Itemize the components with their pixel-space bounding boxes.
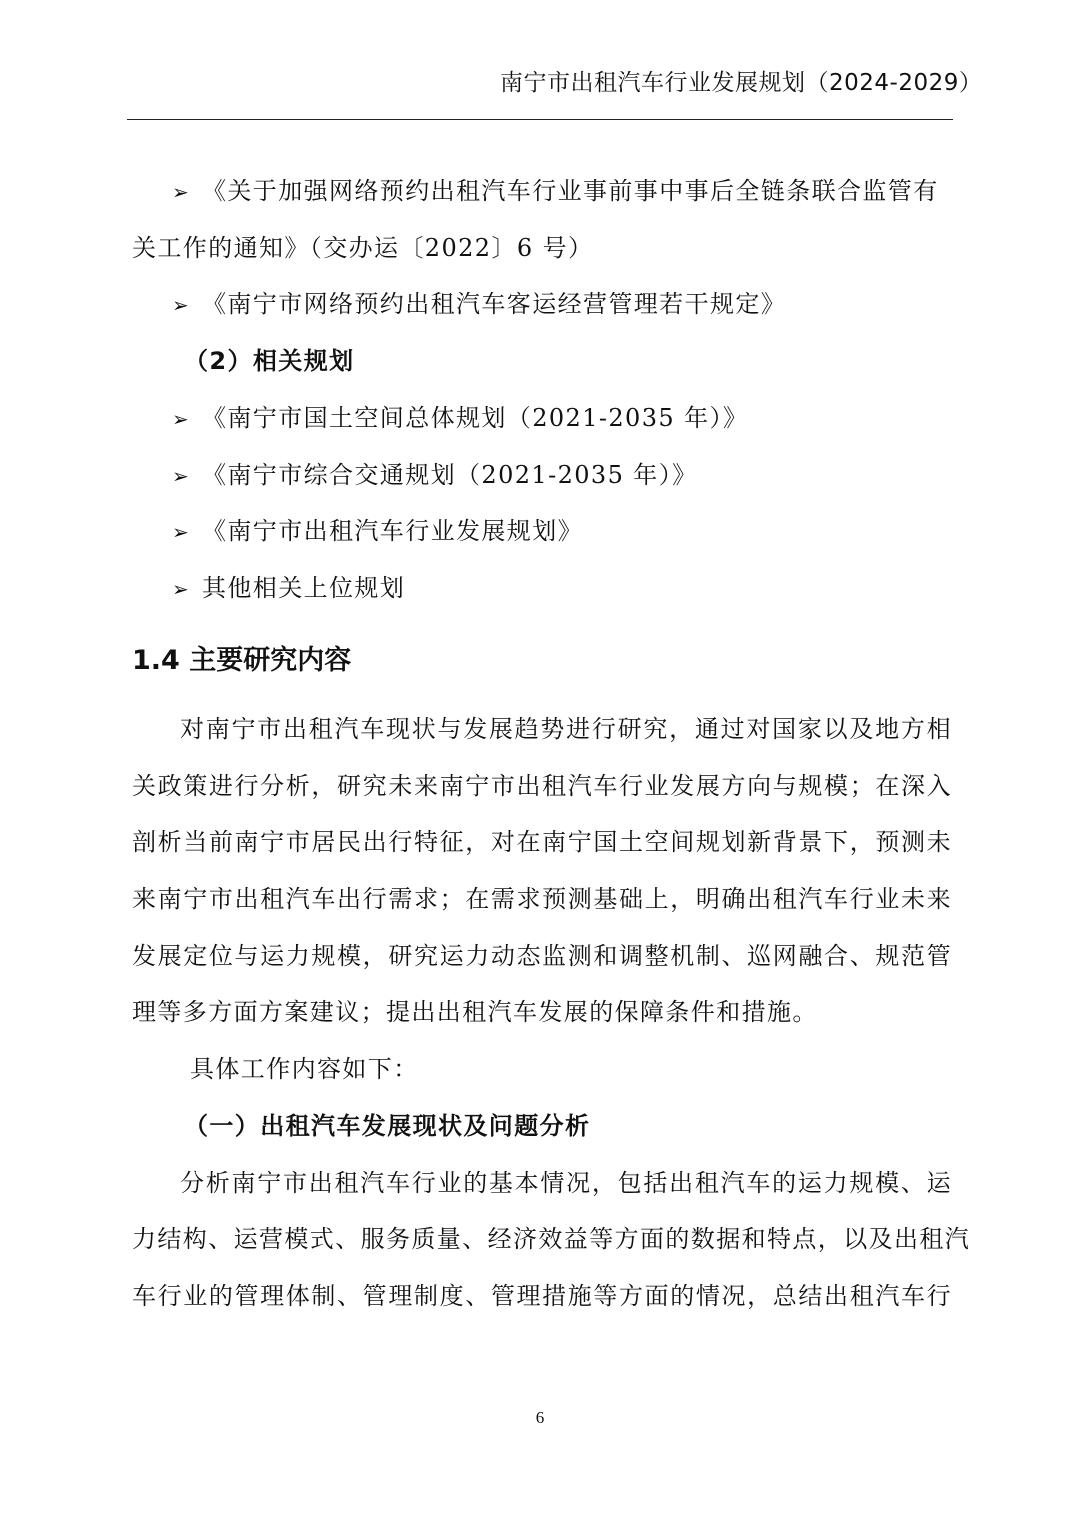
- arrow-bullet-icon: ➢: [172, 577, 191, 601]
- list-item: [172, 459, 952, 492]
- paragraph-line: 具体工作内容如下：: [190, 1055, 419, 1083]
- list-item-text: 《关于加强网络预约出租汽车行业事前事中事后全链条联合监管有: [202, 177, 939, 205]
- paragraph-line: 关政策进行分析，研究未来南宁市出租汽车行业发展方向与规模；在深入: [132, 772, 952, 800]
- arrow-bullet-icon: ➢: [172, 293, 191, 317]
- paragraph-line: 发展定位与运力规模，研究运力动态监测和调整机制、巡网融合、规范管: [132, 942, 952, 970]
- paragraph-line: 力结构、运营模式、服务质量、经济效益等方面的数据和特点，以及出租汽: [132, 1225, 971, 1253]
- paragraph-line: 对南宁市出租汽车现状与发展趋势进行研究，通过对国家以及地方相: [180, 715, 952, 743]
- subheading-status-analysis: （一）出租汽车发展现状及问题分析: [184, 1112, 591, 1140]
- paragraph-line: 来南宁市出租汽车出行需求；在需求预测基础上，明确出租汽车行业未来: [132, 885, 952, 913]
- list-item-text: 其他相关上位规划: [202, 574, 406, 602]
- arrow-bullet-icon: ➢: [172, 407, 191, 431]
- arrow-bullet-icon: ➢: [172, 464, 191, 488]
- list-item: [172, 175, 952, 208]
- list-item-continuation: 关工作的通知》（交办运〔2022〕6 号）: [132, 234, 594, 262]
- section-heading: 1.4 主要研究内容: [132, 645, 352, 676]
- running-header: 南宁市出租汽车行业发展规划（2024-2029）: [500, 70, 983, 96]
- subheading-related-plans: （2）相关规划: [184, 347, 355, 375]
- paragraph-line: 剖析当前南宁市居民出行特征，对在南宁国土空间规划新背景下，预测未: [132, 828, 952, 856]
- arrow-bullet-icon: ➢: [172, 520, 191, 544]
- list-item-text: 《南宁市网络预约出租汽车客运经营管理若干规定》: [202, 290, 787, 318]
- header-rule: [127, 119, 953, 120]
- arrow-bullet-icon: ➢: [172, 180, 191, 204]
- paragraph-line: 车行业的管理体制、管理制度、管理措施等方面的情况，总结出租汽车行: [132, 1282, 952, 1310]
- list-item: [172, 515, 952, 548]
- list-item: [172, 288, 952, 321]
- paragraph-line: 分析南宁市出租汽车行业的基本情况，包括出租汽车的运力规模、运: [180, 1169, 952, 1197]
- paragraph-line: 理等多方面方案建议；提出出租汽车发展的保障条件和措施。: [132, 998, 818, 1026]
- list-item-text: 《南宁市综合交通规划（2021-2035 年）》: [202, 461, 698, 489]
- list-item: [172, 572, 952, 605]
- list-item: [172, 402, 952, 435]
- list-item-text: 《南宁市国土空间总体规划（2021-2035 年）》: [202, 404, 749, 432]
- list-item-text: 《南宁市出租汽车行业发展规划》: [202, 517, 583, 545]
- page-number: 6: [535, 1408, 545, 1427]
